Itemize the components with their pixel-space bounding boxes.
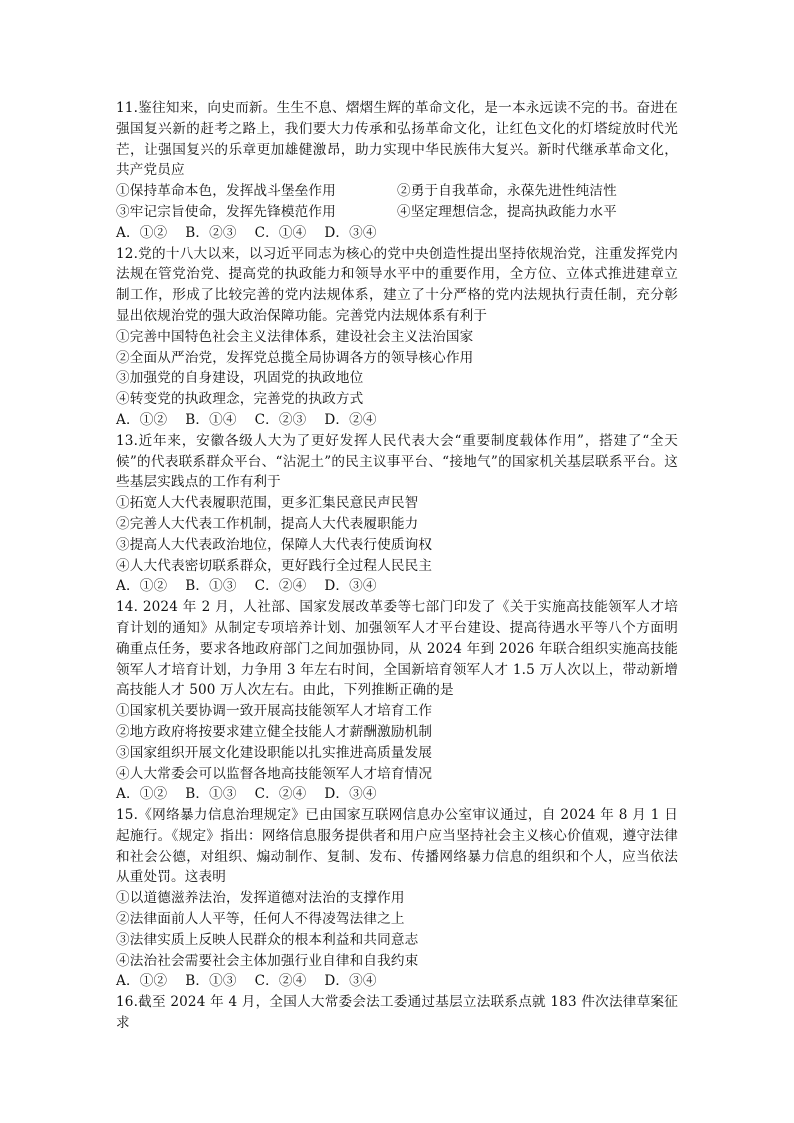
answer-choices — [116, 410, 678, 431]
option-4: ④转变党的执政理念，完善党的执政方式 — [116, 391, 364, 408]
option-3: ③加强党的自身建设，巩固党的执政地位 — [116, 370, 364, 387]
option-4: ④法治社会需要社会主体加强行业自律和自我约束 — [116, 952, 419, 969]
answer-a: A．①② — [116, 786, 168, 803]
question-stem: 12.党的十八大以来，以习近平同志为核心的党中央创造性提出坚持依规治党，注重发挥党内法规在管党治党、提高党的执政能力和领导水平中的重要作用，全方位、立体式推进建章立制工作，形成了比较完善的党内法规体系，建立了十分严格的党内法规执行责任制，充分彰显出依规治党的强大政治保障功能。完善党内法规体系有利于 — [116, 245, 678, 324]
answer-b: B．①③ — [185, 786, 237, 803]
answer-d: D．②④ — [324, 411, 377, 428]
answer-b: B．①③ — [185, 973, 237, 990]
question-stem: 16.截至 2024 年 4 月，全国人大常委会法工委通过基层立法联系点就 183 件次法律草案征求 — [116, 994, 678, 1032]
question-13 — [116, 431, 678, 597]
answer-c: C．②④ — [254, 973, 307, 990]
answer-b: B．②③ — [185, 224, 237, 241]
answer-choices — [116, 223, 678, 244]
answer-b: B．①④ — [185, 411, 237, 428]
answer-a: A．①② — [116, 224, 168, 241]
option-2: ②全面从严治党，发挥党总揽全局协调各方的领导核心作用 — [116, 349, 474, 366]
answer-a: A．①② — [116, 411, 168, 428]
answer-c: C．②④ — [254, 578, 307, 595]
answer-b: B．①③ — [185, 578, 237, 595]
question-stem: 13.近年来，安徽各级人大为了更好发挥人民代表大会“重要制度载体作用”，搭建了“全天候”的代表联系群众平台、“沾泥土”的民主议事平台、“接地气”的国家机关基层联系平台。这些基层实践点的工作有利于 — [116, 432, 678, 491]
option-2: ②勇于自我革命，永葆先进性纯洁性 — [397, 183, 617, 200]
option-3: ③法律实质上反映人民群众的根本利益和共同意志 — [116, 931, 419, 948]
answer-choices — [116, 971, 678, 992]
answer-c: C．②④ — [254, 786, 307, 803]
option-4: ④人大常委会可以监督各地高技能领军人才培育情况 — [116, 765, 433, 782]
option-3: ③提高人大代表政治地位，保障人大代表行使质询权 — [116, 536, 433, 553]
option-2: ②地方政府将按要求建立健全技能人才薪酬激励机制 — [116, 723, 433, 740]
option-2: ②完善人大代表工作机制，提高人大代表履职能力 — [116, 515, 419, 532]
option-3: ③国家组织开展文化建设职能以扎实推进高质量发展 — [116, 744, 433, 761]
option-1: ①拓宽人大代表履职范围，更多汇集民意民声民智 — [116, 495, 419, 512]
question-stem: 15.《网络暴力信息治理规定》已由国家互联网信息办公室审议通过，自 2024 年 8 月 1 日起施行。《规定》指出：网络信息服务提供者和用户应当坚持社会主义核心价值观，遵守法律和社会公德，对组织、煽动制作、复制、发布、传播网络暴力信息的组织和个人，应当依法从重处罚。这表明 — [116, 807, 678, 886]
option-1: ①完善中国特色社会主义法律体系，建设社会主义法治国家 — [116, 328, 474, 345]
answer-c: C．②③ — [254, 411, 307, 428]
exam-page — [116, 98, 678, 1034]
question-11 — [116, 98, 678, 244]
option-1: ①保持革命本色，发挥战斗堡垒作用 — [116, 183, 336, 200]
answer-d: D．③④ — [324, 786, 377, 803]
question-14 — [116, 597, 678, 805]
question-stem: 14. 2024 年 2 月，人社部、国家发展改革委等七部门印发了《关于实施高技能领军人才培育计划的通知》从制定专项培养计划、加强领军人才平台建设、提高待遇水平等八个方面明确重点任务，要求各地政府部门之间加强协同，从 2024 年到 2026 年联合组织实施高技能领军人才培育计划，力争用 3 年左右时间，全国新培育领军人才 1.5 万人次以上，带动新增高技能人才 500 万人次左右。由此，下列推断正确的是 — [116, 599, 678, 699]
answer-c: C．①④ — [254, 224, 307, 241]
option-row — [116, 181, 678, 202]
option-1: ①以道德滋养法治，发挥道德对法治的支撑作用 — [116, 890, 405, 907]
answer-choices — [116, 784, 678, 805]
answer-d: D．③④ — [324, 224, 377, 241]
answer-a: A．①② — [116, 578, 168, 595]
answer-d: D．③④ — [324, 578, 377, 595]
question-15 — [116, 805, 678, 992]
option-4: ④坚定理想信念，提高执政能力水平 — [397, 203, 617, 220]
option-row — [116, 202, 678, 223]
question-16 — [116, 992, 678, 1034]
option-3: ③牢记宗旨使命，发挥先锋模范作用 — [116, 203, 336, 220]
option-1: ①国家机关要协调一致开展高技能领军人才培育工作 — [116, 703, 433, 720]
question-stem: 11.鉴往知来，向史而新。生生不息、熠熠生辉的革命文化，是一本永远读不完的书。奋进在强国复兴新的赶考之路上，我们要大力传承和弘扬革命文化，让红色文化的灯塔绽放时代光芒，让强国复兴的乐章更加雄健激昂，助力实现中华民族伟大复兴。新时代继承革命文化，共产党员应 — [116, 100, 678, 179]
answer-choices — [116, 576, 678, 597]
option-2: ②法律面前人人平等，任何人不得凌驾法律之上 — [116, 911, 405, 928]
answer-a: A．①② — [116, 973, 168, 990]
option-4: ④人大代表密切联系群众，更好践行全过程人民民主 — [116, 557, 433, 574]
question-12 — [116, 244, 678, 431]
answer-d: D．③④ — [324, 973, 377, 990]
